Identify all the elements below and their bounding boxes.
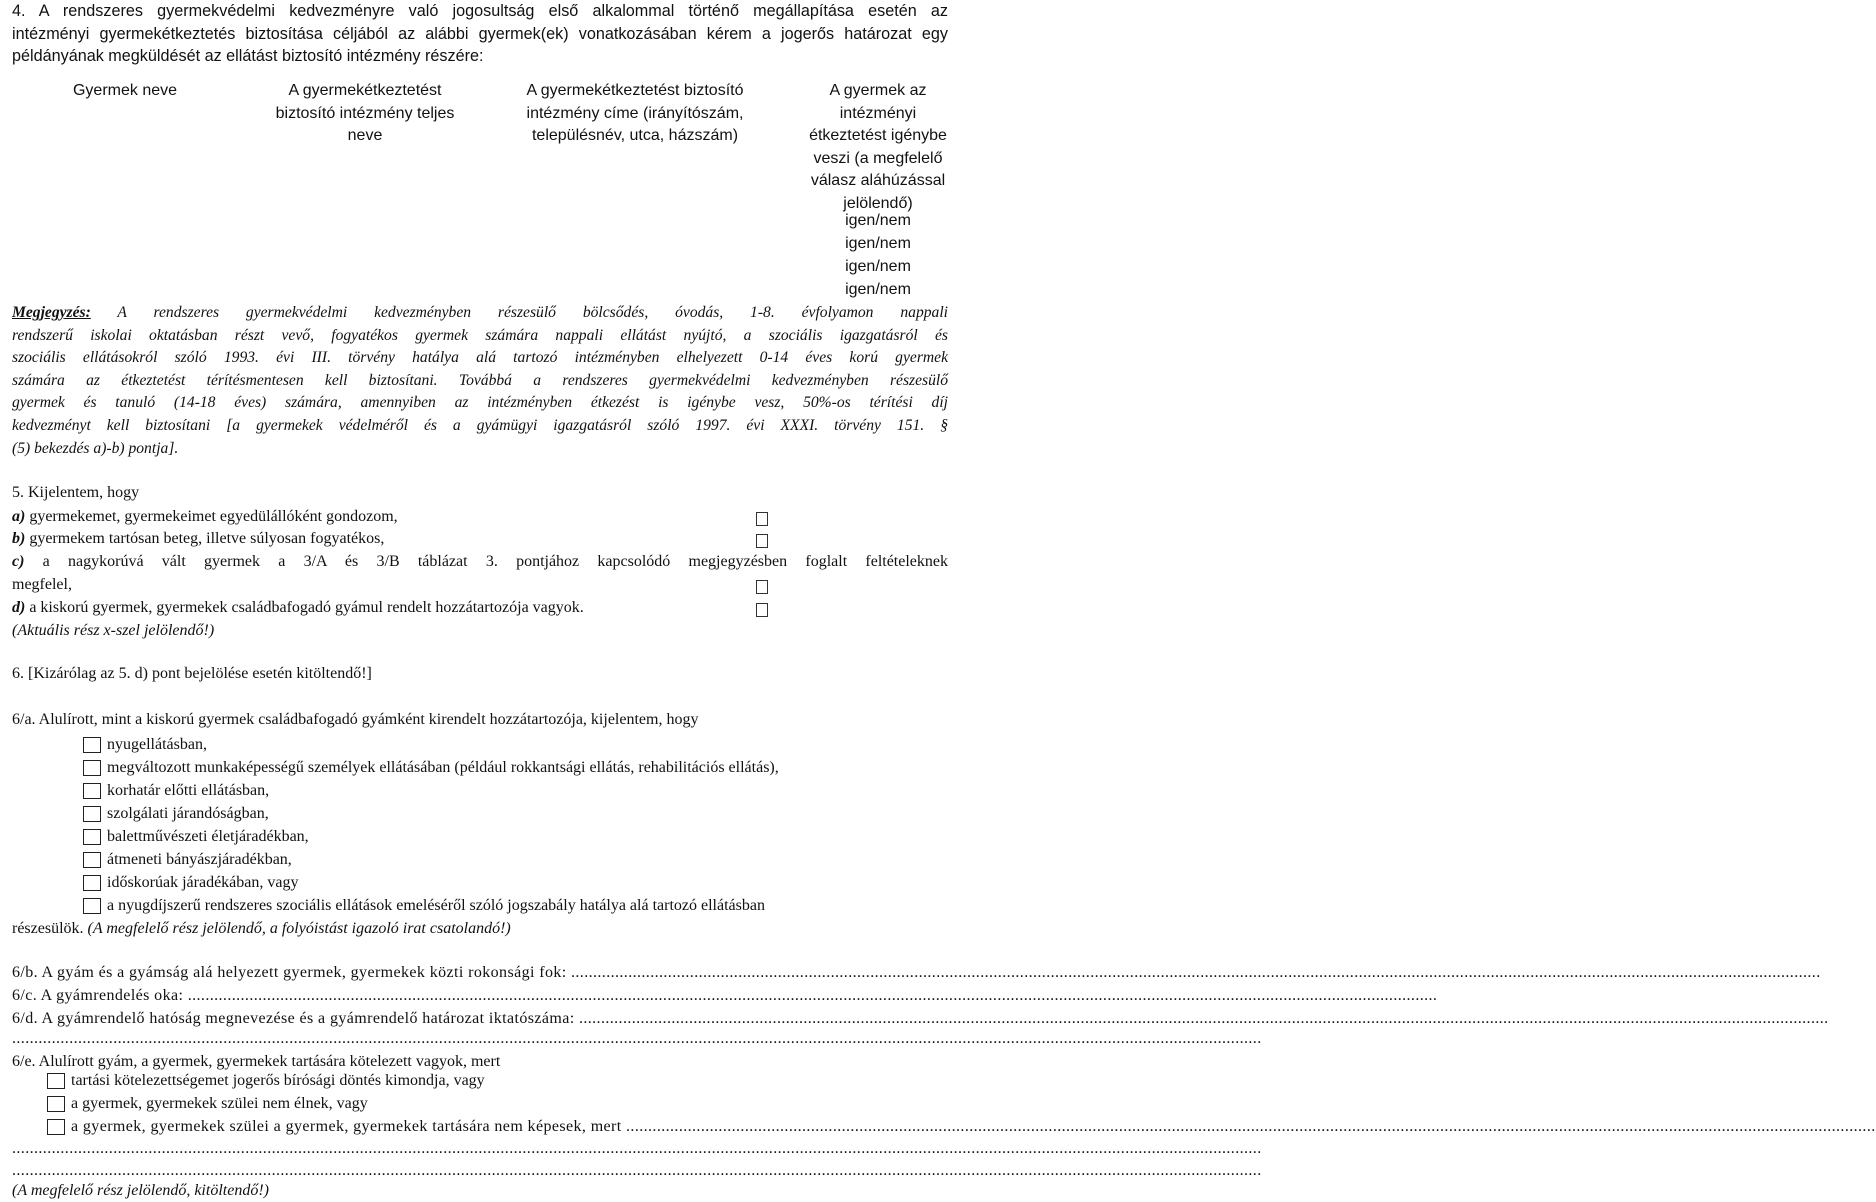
checkbox-6a-7[interactable]: [83, 875, 101, 891]
section-5-title: 5. Kijelentem, hogy: [12, 484, 140, 501]
checkbox-5c[interactable]: [756, 580, 768, 594]
option-6e-3[interactable]: a gyermek, gyermekek szülei a gyermek, gyermekek tartására nem képesek, mert ............................................................................................................................................................................................................................................................................................: [71, 1118, 1876, 1135]
section-6e-note: (A megfelelő rész jelölendő, kitöltendő!): [12, 1182, 269, 1199]
checkbox-5b[interactable]: [756, 534, 768, 548]
option-5b: b) gyermekem tartósan beteg, illetve súlyosan fogyatékos,: [12, 530, 385, 547]
option-6a-8: a nyugdíjszerű rendszeres szociális ellátások emeléséről szóló jogszabály hatálya alá tartozó ellátásban: [107, 897, 765, 914]
option-6a-2: megváltozott munkaképességű személyek ellátásában (például rokkantsági ellátás, rehabilitációs ellátás),: [107, 759, 779, 776]
intro-line-3: példányának megküldését az ellátást biztosító intézmény részére:: [12, 47, 484, 65]
row-3-answer[interactable]: igen/nem: [845, 258, 911, 275]
note-line-7: (5) bekezdés a)-b) pontja].: [12, 439, 179, 457]
reason-line-1[interactable]: ............................................................................................................................................................................................................................................................................................: [12, 1140, 1262, 1157]
col-header-institution-address: A gyermekétkeztetést biztosító intézmény címe (irányítószám, településnév, utca, házszám): [526, 82, 744, 144]
note-line-4: számára az étkeztetést térítésmentesen kell biztosítani. Továbbá a rendszeres gyermekvédelmi kedvezményben részesülő: [12, 371, 948, 389]
intro-line-1: 4. A rendszeres gyermekvédelmi kedvezményre való jogosultság első alkalommal történő megállapítása esetén az: [12, 2, 948, 20]
checkbox-6a-1[interactable]: [83, 737, 101, 753]
checkbox-6e-1[interactable]: [47, 1073, 65, 1089]
checkbox-6e-2[interactable]: [47, 1096, 65, 1112]
note-label: Megjegyzés:: [12, 304, 91, 321]
note-line-1: Megjegyzés: A rendszeres gyermekvédelmi kedvezményben részesülő bölcsődés, óvodás, 1-8. évfolyamon nappali: [12, 304, 948, 321]
checkbox-6a-8[interactable]: [83, 898, 101, 914]
option-6a-3: korhatár előtti ellátásban,: [107, 782, 270, 799]
option-6a-7: időskorúak járadékában, vagy: [107, 874, 299, 891]
option-6e-1: tartási kötelezettségemet jogerős bírósági döntés kimondja, vagy: [71, 1072, 485, 1089]
option-6a-6: átmeneti bányászjáradékban,: [107, 851, 292, 868]
checkbox-6a-3[interactable]: [83, 783, 101, 799]
checkbox-6a-6[interactable]: [83, 852, 101, 868]
reason-line-2[interactable]: ............................................................................................................................................................................................................................................................................................: [12, 1162, 1262, 1179]
checkbox-6e-3[interactable]: [47, 1119, 65, 1135]
checkbox-6a-2[interactable]: [83, 760, 101, 776]
checkbox-5d[interactable]: [756, 603, 768, 617]
option-6a-5: balettművészeti életjáradékban,: [107, 828, 309, 845]
checkbox-6a-5[interactable]: [83, 829, 101, 845]
option-5c-cont: megfelel,: [12, 576, 72, 593]
section-6d-field[interactable]: 6/d. A gyámrendelő hatóság megnevezése és a gyámrendelő határozat iktatószáma: ............................................................................................................................................................................................................................................................................................: [12, 1010, 1829, 1027]
row-1-answer[interactable]: igen/nem: [845, 212, 911, 229]
checkbox-5a[interactable]: [756, 512, 768, 526]
section-5-note: (Aktuális rész x-szel jelölendő!): [12, 622, 215, 639]
option-6e-2: a gyermek, gyermekek szülei nem élnek, vagy: [71, 1095, 368, 1112]
col-header-uses-meals: A gyermek az intézményi étkeztetést igénybe veszi (a megfelelő válasz aláhúzással jelölendő): [809, 82, 947, 212]
row-2-answer[interactable]: igen/nem: [845, 235, 911, 252]
option-6a-4: szolgálati járandóságban,: [107, 805, 269, 822]
option-5d: d) a kiskorú gyermek, gyermekek családbafogadó gyámul rendelt hozzátartozója vagyok.: [12, 599, 584, 616]
section-6d-field-cont[interactable]: ............................................................................................................................................................................................................................................................................................: [12, 1030, 1262, 1047]
section-6-title: 6. [Kizárólag az 5. d) pont bejelölése esetén kitöltendő!]: [12, 665, 372, 682]
intro-line-2: intézményi gyermekétkeztetés biztosítása céljából az alábbi gyermek(ek) vonatkozásában kérem a jogerős határozat egy: [12, 24, 948, 43]
note-line-3: szociális ellátásokról szóló 1993. évi III. törvény hatálya alá tartozó intézményben elhelyezett 0-14 éves korú gyermek: [12, 349, 948, 367]
option-5c: c) a nagykorúvá vált gyermek a 3/A és 3/B táblázat 3. pontjához kapcsolódó megjegyzésben foglalt feltételeknek: [12, 553, 948, 570]
checkbox-6a-4[interactable]: [83, 806, 101, 822]
col-header-child-name: Gyermek neve: [72, 82, 178, 99]
section-6c-field[interactable]: 6/c. A gyámrendelés oka: ............................................................................................................................................................................................................................................................................................: [12, 987, 1438, 1004]
option-5a: a) gyermekemet, gyermekeimet egyedülállóként gondozom,: [12, 508, 398, 525]
option-6a-1: nyugellátásban,: [107, 736, 207, 753]
note-line-2: rendszerű iskolai oktatásban részt vevő, fogyatékos gyermek számára nappali ellátást nyújtó, a szociális igazgatásról és: [12, 326, 948, 344]
section-6e-intro: 6/e. Alulírott gyám, a gyermek, gyermekek tartására kötelezett vagyok, mert: [12, 1053, 501, 1070]
section-6a-intro: 6/a. Alulírott, mint a kiskorú gyermek családbafogadó gyámként kirendelt hozzátartozója, kijelentem, hogy: [12, 711, 699, 728]
note-line-6: kedvezményt kell biztosítani [a gyermekek védelméről és a gyámügyi igazgatásról szóló 1997. évi XXXI. törvény 151. §: [12, 416, 948, 434]
section-6b-field[interactable]: 6/b. A gyám és a gyámság alá helyezett gyermek, gyermekek közti rokonsági fok: ............................................................................................................................................................................................................................................................................................: [12, 964, 1821, 981]
row-4-answer[interactable]: igen/nem: [845, 281, 911, 298]
col-header-institution-name: A gyermekétkeztetést biztosító intézmény teljes neve: [275, 82, 455, 144]
section-6a-end: részesülök. (A megfelelő rész jelölendő, a folyóistást igazoló irat csatolandó!): [12, 920, 511, 937]
note-paragraph: [12, 302, 948, 460]
section-4-intro: [12, 0, 948, 68]
note-line-5: gyermek és tanuló (14-18 éves) számára, amennyiben az intézményben étkezést is igénybe vesz, 50%-os térítési díj: [12, 394, 948, 412]
